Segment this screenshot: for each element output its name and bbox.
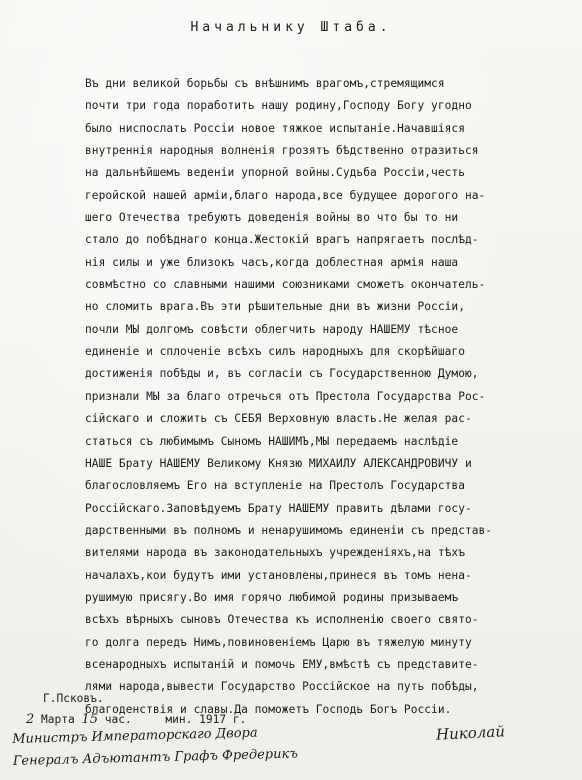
text-line: на дальнѣйшемъ веденіи упорной войны.Судьба Россіи,честь xyxy=(85,166,465,180)
tsar-signature: Николай xyxy=(435,722,506,744)
date-day: 2 xyxy=(26,712,35,727)
date-month: Марта xyxy=(41,713,75,726)
text-line: геройской нашей арміи,благо народа,все будущее дорогого на- xyxy=(85,188,486,202)
countersign-line-1: Министръ Императорскаго Двора xyxy=(12,725,258,747)
text-line: НАШЕ Брату НАШЕМУ Великому Князю МИХАИЛУ АЛЕКСАНДРОВИЧУ и xyxy=(85,456,472,470)
text-line: статься съ любимымъ Сыномъ НАШИМЪ,МЫ передаемъ наслѣдіе xyxy=(85,434,459,448)
date-hour-suffix: час. xyxy=(104,713,132,726)
text-line: достиженія побѣды и, въ согласіи съ Государственною Думою, xyxy=(85,367,479,381)
text-line: рушимую присягу.Во имя горячо любимой родины призываемъ xyxy=(85,590,459,604)
document-title: Начальнику Штаба. xyxy=(190,20,392,35)
text-line: шего Отечества требуютъ доведенія войны во что бы то ни xyxy=(85,211,459,225)
date-year: 1917 г. xyxy=(199,713,247,726)
text-line: благоденствія и славы.Да поможетъ Господь Богъ Россіи. xyxy=(85,702,452,716)
text-line: почли МЫ долгомъ совѣсти облегчить народу НАШЕМУ тѣсное xyxy=(85,322,459,336)
countersignature xyxy=(12,722,298,773)
text-line: единеніе и сплоченіе всѣхъ силъ народныхъ для скорѣйшаго xyxy=(85,345,465,359)
text-line: нія силы и уже близокъ часъ,когда доблестная армія наша xyxy=(85,255,459,269)
text-line: было ниспослать Россіи новое тяжкое испытаніе.Начавшіяся xyxy=(85,121,465,135)
date-hour: 15 xyxy=(81,712,99,727)
text-line: Въ дни великой борьбы съ внѣшнимъ врагомъ,стремящимся xyxy=(85,77,445,90)
text-line: лями народа,вывести Государство Россійское на путь побѣды, xyxy=(85,680,479,694)
place-of-signing: Г.Псковъ. xyxy=(43,692,104,705)
text-line: всѣхъ вѣрныхъ сыновъ Отечества къ исполненію своего свято- xyxy=(85,613,479,627)
text-line: всенародныхъ испытаній и помочь ЕМУ,вмѣстѣ съ представите- xyxy=(85,657,479,671)
text-line: началахъ,кои будутъ ими установлены,принеся въ томъ нена- xyxy=(85,568,472,582)
text-line: внутреннія народныя волненія грозятъ бѣдственно отразиться xyxy=(85,144,479,158)
text-line: благословляемъ Его на вступленіе на Престолъ Государства xyxy=(85,479,465,493)
document-body xyxy=(85,73,565,721)
text-line: дарственными въ полномъ и ненарушимомъ единеніи съ представ- xyxy=(85,523,493,537)
text-line: сійскаго и сложить съ СЕБЯ Верховную власть.Не желая рас- xyxy=(85,412,472,426)
text-line: го долга передъ Нимъ,повиновеніемъ Царю въ тяжелую минуту xyxy=(85,635,472,649)
text-line: признали МЫ за благо отречься отъ Престола Государства Рос- xyxy=(85,389,486,403)
text-line: совмѣстно со славными нашими союзниками сможетъ окончатель- xyxy=(85,278,486,292)
text-line: но сломить врага.Въ эти рѣшительные дни въ жизни Россіи, xyxy=(85,300,465,314)
text-line: стало до побѣднаго конца.Жестокій врагъ напрягаетъ послѣд- xyxy=(85,233,479,247)
date-minute: мин. xyxy=(165,713,193,726)
text-line: вителями народа въ законодательныхъ учрежденіяхъ,на тѣхъ xyxy=(85,546,465,560)
text-line: почти три года поработить нашу родину,Господу Богу угодно xyxy=(85,99,472,113)
text-line: Россійскаго.Заповѣдуемъ Брату НАШЕМУ править дѣлами госу- xyxy=(85,501,472,515)
countersign-line-2: Генералъ Адъютантъ Графъ Фредерикъ xyxy=(12,746,299,769)
